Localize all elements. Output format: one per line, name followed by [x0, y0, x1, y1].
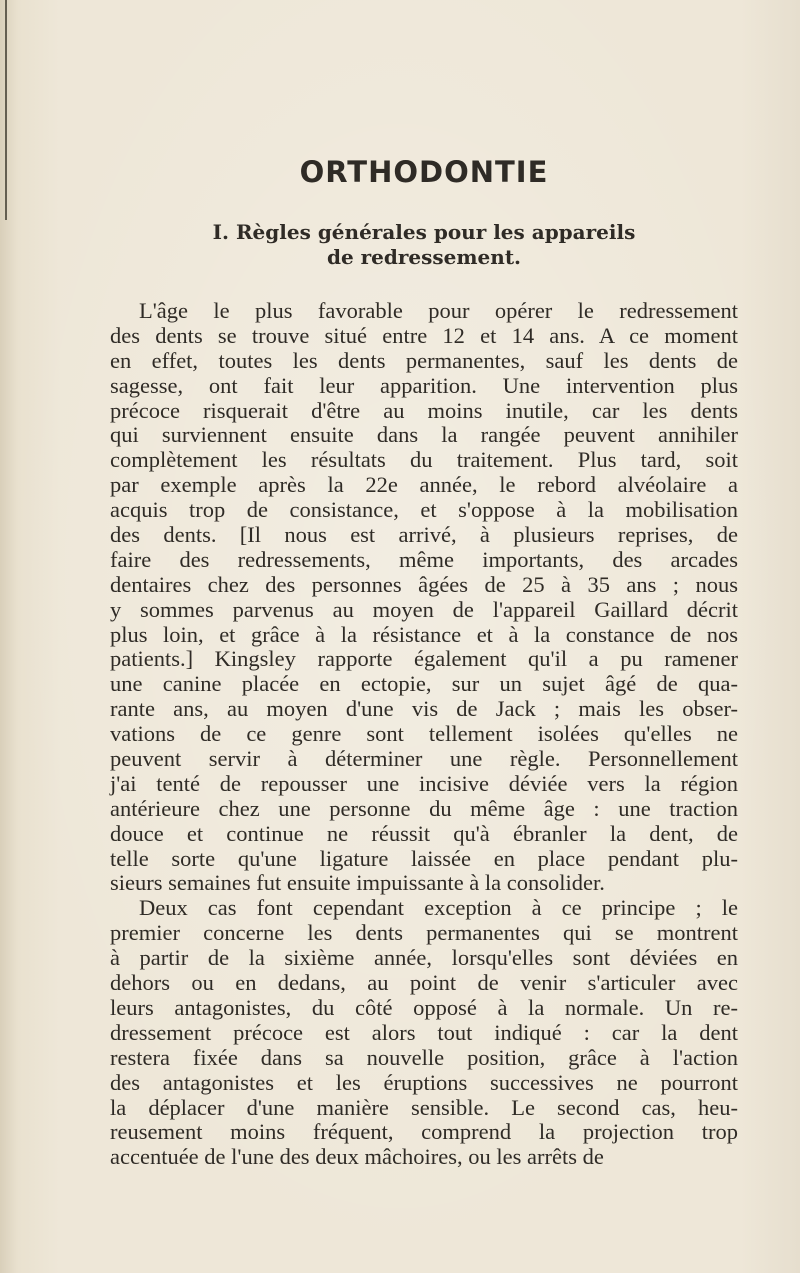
paragraph [110, 299, 738, 896]
text-line: des dents. [Il nous est arrivé, à plusieurs reprises, de [110, 522, 738, 548]
chapter-heading: ORTHODONTIE [299, 155, 549, 189]
text-line: la déplacer d'une manière sensible. Le second cas, heu- [110, 1094, 738, 1120]
text-line: plus loin, et grâce à la résistance et à la constance de nos [110, 621, 738, 647]
text-line: sagesse, ont fait leur apparition. Une intervention plus [110, 372, 738, 398]
text-line: reusement moins fréquent, comprend la projection trop [110, 1119, 738, 1145]
text-line: accentuée de l'une des deux mâchoires, ou les arrêts de [110, 1144, 604, 1170]
text-line: des dents se trouve situé entre 12 et 14 ans. A ce moment [110, 322, 738, 348]
text-line: L'âge le plus favorable pour opérer le redressement [139, 298, 738, 323]
text-line: une canine placée en ectopie, sur un sujet âgé de qua- [110, 671, 738, 697]
text-line: dehors ou en dedans, au point de venir s'articuler avec [110, 970, 738, 996]
text-line: j'ai tenté de repousser une incisive déviée vers la région [110, 770, 738, 796]
body-text [110, 299, 738, 1170]
text-line: douce et continue ne réussit qu'à ébranler la dent, de [110, 820, 738, 846]
text-line: premier concerne les dents permanentes qui se montrent [110, 920, 738, 946]
text-line: vations de ce genre sont tellement isolées qu'elles ne [110, 721, 738, 747]
text-line: à partir de la sixième année, lorsqu'elles sont déviées en [110, 945, 738, 971]
text-line: par exemple après la 22e année, le rebord alvéolaire a [110, 472, 738, 498]
text-line: peuvent servir à déterminer une règle. Personnellement [110, 746, 738, 772]
text-line: leurs antagonistes, du côté opposé à la normale. Un re- [110, 994, 738, 1020]
page-content [110, 150, 738, 1170]
text-line: restera fixée dans sa nouvelle position, grâce à l'action [110, 1044, 738, 1070]
text-line: rante ans, au moyen d'une vis de Jack ; mais les obser- [110, 696, 738, 722]
text-line: telle sorte qu'une ligature laissée en place pendant plu- [110, 845, 738, 871]
text-line: patients.] Kingsley rapporte également qu'il a pu ramener [110, 646, 738, 672]
text-line: complètement les résultats du traitement. Plus tard, soit [110, 447, 738, 473]
text-line: Deux cas font cependant exception à ce principe ; le [139, 895, 738, 921]
text-line: acquis trop de consistance, et s'oppose à la mobilisation [110, 497, 738, 523]
text-line: dressement précoce est alors tout indiqué : car la dent [110, 1019, 738, 1045]
text-line: antérieure chez une personne du même âge : une traction [110, 795, 738, 821]
paragraph [110, 896, 738, 1170]
section-heading-line: de redressement. [326, 245, 522, 269]
text-line: précoce risquerait d'être au moins inutile, car les dents [110, 397, 738, 423]
text-line: dentaires chez des personnes âgées de 25 à 35 ans ; nous [110, 571, 738, 597]
text-line: en effet, toutes les dents permanentes, sauf les dents de [110, 347, 738, 373]
text-line: sieurs semaines fut ensuite impuissante à la consolider. [110, 870, 605, 896]
section-heading [110, 220, 738, 270]
section-heading-line: I. Règles générales pour les appareils [212, 220, 636, 244]
binding-edge-mark [5, 0, 7, 220]
text-line: faire des redressements, même importants, des arcades [110, 546, 738, 572]
text-line: y sommes parvenus au moyen de l'appareil Gaillard décrit [110, 596, 738, 622]
text-line: des antagonistes et les éruptions successives ne pourront [110, 1069, 738, 1095]
text-line: qui surviennent ensuite dans la rangée peuvent annihiler [110, 422, 738, 448]
